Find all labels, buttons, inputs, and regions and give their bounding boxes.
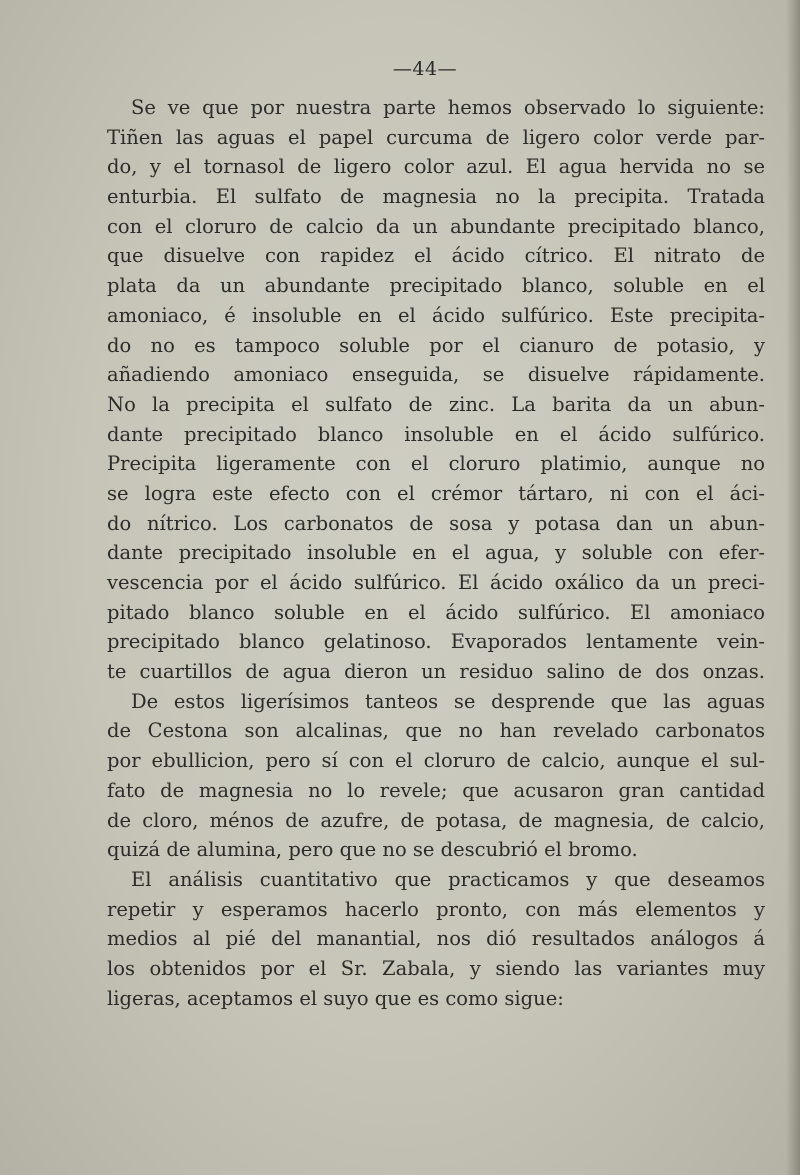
text-line: No la precipita el sulfato de zinc. La barita da un abun- [107, 392, 765, 416]
text-line: amoniaco, é insoluble en el ácido sulfúrico. Este precipita- [107, 303, 765, 327]
page-edge-shadow [786, 0, 800, 1175]
text-line: quizá de alumina, pero que no se descubrió el bromo. [107, 838, 638, 862]
text-line: medios al pié del manantial, nos dió resultados análogos á [107, 927, 765, 951]
text-line: precipitado blanco gelatinoso. Evaporados lentamente vein- [107, 630, 765, 654]
text-line: Tiñen las aguas el papel curcuma de ligero color verde par- [107, 125, 765, 149]
text-line: fato de magnesia no lo revele; que acusaron gran cantidad [107, 778, 765, 802]
text-line: que disuelve con rapidez el ácido cítrico. El nitrato de [107, 244, 765, 268]
text-line: pitado blanco soluble en el ácido sulfúrico. El amoniaco [107, 600, 765, 624]
body-text [107, 93, 765, 1013]
text-line: de cloro, ménos de azufre, de potasa, de magnesia, de calcio, [107, 808, 765, 832]
text-line: dante precipitado blanco insoluble en el ácido sulfúrico. [107, 422, 765, 446]
text-line: do nítrico. Los carbonatos de sosa y potasa dan un abun- [107, 511, 765, 535]
text-line: El análisis cuantitativo que practicamos y que deseamos [131, 867, 765, 891]
text-line: de Cestona son alcalinas, que no han revelado carbonatos [107, 719, 765, 743]
text-line: los obtenidos por el Sr. Zabala, y siendo las variantes muy [107, 956, 765, 980]
text-line: Precipita ligeramente con el cloruro platimio, aunque no [107, 452, 765, 476]
text-line: te cuartillos de agua dieron un residuo salino de dos onzas. [107, 660, 765, 684]
text-line: dante precipitado insoluble en el agua, y soluble con efer- [107, 541, 765, 565]
text-line: do, y el tornasol de ligero color azul. El agua hervida no se [107, 155, 765, 179]
text-line: plata da un abundante precipitado blanco, soluble en el [107, 274, 765, 298]
text-line: añadiendo amoniaco enseguida, se disuelve rápidamente. [107, 363, 765, 387]
text-line: enturbia. El sulfato de magnesia no la precipita. Tratada [107, 185, 765, 209]
text-line: ligeras, aceptamos el suyo que es como sigue: [107, 986, 564, 1010]
text-line: se logra este efecto con el crémor tártaro, ni con el áci- [107, 481, 765, 505]
page-number: —44— [392, 58, 458, 80]
text-line: do no es tampoco soluble por el cianuro de potasio, y [107, 333, 765, 357]
text-line: De estos ligerísimos tanteos se desprende que las aguas [131, 689, 765, 713]
text-line: con el cloruro de calcio da un abundante precipitado blanco, [107, 214, 765, 238]
text-line: vescencia por el ácido sulfúrico. El ácido oxálico da un preci- [107, 571, 765, 594]
text-line: por ebullicion, pero sí con el cloruro de calcio, aunque el sul- [107, 749, 765, 773]
text-line: repetir y esperamos hacerlo pronto, con más elementos y [107, 897, 765, 921]
text-line: Se ve que por nuestra parte hemos observado lo siguiente: [131, 96, 765, 119]
